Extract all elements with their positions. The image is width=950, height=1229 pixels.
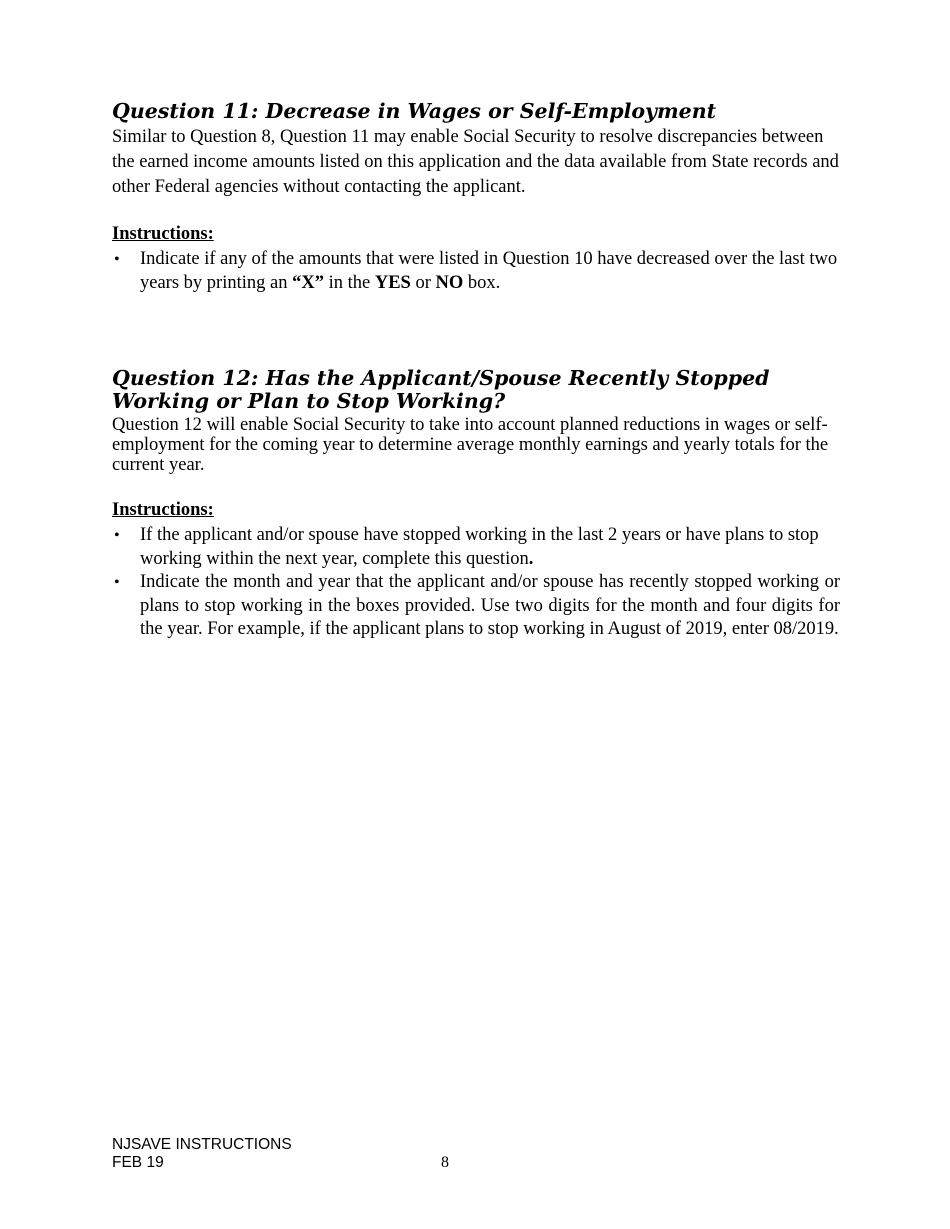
bullet-icon: • (114, 527, 120, 544)
question-11-instructions-label: Instructions: (112, 224, 214, 244)
question-11-instructions-list (112, 248, 840, 295)
bullet-text: If the applicant and/or spouse have stopped working in the last 2 years or have plans to stop working within the next year, complete this question (140, 525, 819, 569)
bullet-text: Indicate if any of the amounts that were listed in Question 10 have decreased over the last two years by printing an (140, 249, 838, 293)
question-12-instructions-list (112, 524, 840, 642)
yes-text: YES (374, 272, 411, 293)
question-12-body: Question 12 will enable Social Security to take into account planned reductions in wages or self-employment for the coming year to determine average monthly earnings and yearly totals for the current year. (112, 415, 829, 475)
bullet-end-period: . (528, 548, 534, 569)
bullet-text: in the (323, 272, 375, 293)
question-11-body: Similar to Question 8, Question 11 may enable Social Security to resolve discrepancies between the earned income amounts listed on this application and the data available from State records and other Federal agencies without contacting the applicant. (112, 127, 839, 197)
footer-doc-name: NJSAVE INSTRUCTIONS (112, 1136, 292, 1153)
list-item (112, 524, 840, 571)
bullet-icon: • (114, 251, 120, 268)
list-item (112, 248, 840, 295)
page-number: 8 (441, 1154, 449, 1171)
no-text: NO (435, 272, 464, 293)
list-item (112, 571, 840, 642)
footer-doc-info (112, 1136, 292, 1172)
question-12-instructions-label: Instructions: (112, 500, 214, 520)
question-12-title: Question 12: Has the Applicant/Spouse Recently Stopped Working or Plan to Stop Working? (112, 366, 770, 413)
question-11-title: Question 11: Decrease in Wages or Self-Employment (112, 99, 717, 123)
bullet-text: Indicate the month and year that the applicant and/or spouse has recently stopped working or plans to stop working in the boxes provided. Use two digits for the month and four digits for the year. For example, if the applicant plans to stop working in August of 2019, enter 08/2019. (140, 572, 840, 639)
x-mark-text: “X” (292, 272, 324, 293)
bullet-icon: • (114, 574, 120, 591)
footer-date: FEB 19 (112, 1154, 164, 1171)
document-page (112, 96, 840, 642)
bullet-text: box. (463, 272, 501, 293)
bullet-text: or (410, 272, 436, 293)
